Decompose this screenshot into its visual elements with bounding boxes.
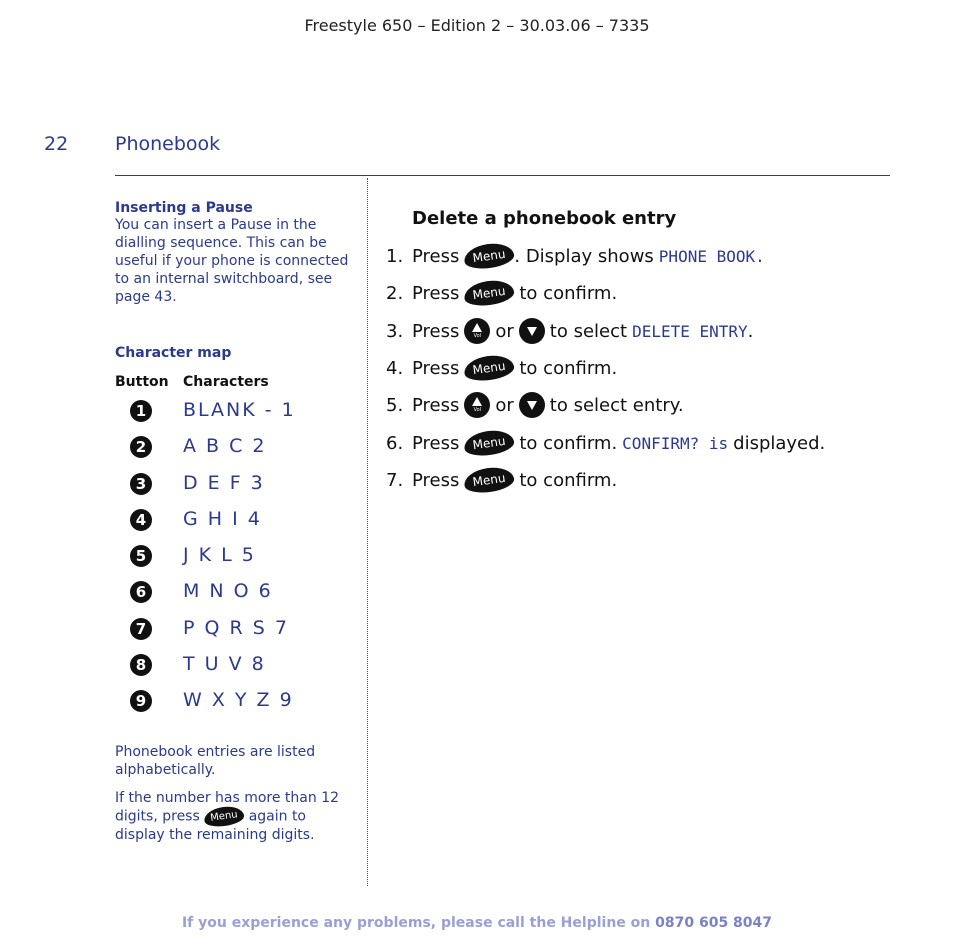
step-end: displayed. — [733, 432, 826, 454]
inserting-pause-body: You can insert a Pause in the dialling sequence. This can be useful if your phone is connected to an internal switchboard, see page 43. — [115, 217, 349, 305]
display-text: DELETE ENTRY — [632, 321, 748, 341]
step-number: 6. — [386, 432, 404, 454]
press-label: Press — [412, 320, 460, 342]
key-2-icon: 2 — [130, 436, 152, 458]
step-text: to confirm. — [519, 469, 618, 491]
step-number: 4. — [386, 357, 404, 379]
menu-key-icon: Menu — [463, 241, 516, 272]
or-label: or — [495, 394, 514, 416]
main-heading: Delete a phonebook entry — [412, 208, 677, 229]
header-rule — [115, 175, 890, 176]
key-1-icon: 1 — [130, 400, 152, 422]
step-7 — [386, 465, 617, 495]
key-5-characters: J K L 5 — [183, 544, 256, 566]
section-title: Phonebook — [115, 133, 221, 155]
press-label: Press — [412, 394, 460, 416]
step-end: . — [747, 320, 754, 342]
press-label: Press — [412, 357, 460, 379]
key-8-characters: T U V 8 — [183, 653, 266, 675]
menu-key-icon: Menu — [463, 465, 516, 496]
step-1 — [386, 241, 765, 271]
step-number: 5. — [386, 394, 404, 416]
up-vol-key-icon — [464, 318, 490, 344]
key-4-characters: G H I 4 — [183, 508, 262, 530]
document-info: Freestyle 650 – Edition 2 – 30.03.06 – 7335 — [304, 16, 650, 35]
key-8-icon: 8 — [130, 654, 152, 676]
step-number: 3. — [386, 320, 404, 342]
key-5-icon: 5 — [130, 545, 152, 567]
alphabetical-note: Phonebook entries are listed alphabetically. — [115, 744, 316, 778]
key-7-icon: 7 — [130, 618, 152, 640]
step-number: 2. — [386, 282, 404, 304]
key-4-icon: 4 — [130, 509, 152, 531]
down-key-icon — [519, 318, 545, 344]
inserting-pause-heading: Inserting a Pause — [115, 200, 253, 216]
press-label: Press — [412, 282, 460, 304]
key-2-characters: A B C 2 — [183, 435, 267, 457]
step-text: to select entry. — [549, 394, 684, 416]
press-label: Press — [412, 245, 460, 267]
helpline-number: 0870 605 8047 — [655, 915, 773, 931]
column-header-button: Button — [115, 374, 169, 390]
step-3 — [386, 316, 753, 346]
vol-label: Vol — [473, 407, 482, 413]
menu-key-icon: Menu — [463, 353, 516, 384]
menu-key-icon: Menu — [463, 428, 516, 459]
display-text: PHONE BOOK. — [658, 246, 765, 266]
step-text: . Display shows — [514, 245, 654, 267]
menu-key-icon: Menu — [463, 278, 516, 309]
step-2 — [386, 278, 617, 308]
step-number: 7. — [386, 469, 404, 491]
down-key-icon — [519, 392, 545, 418]
step-text: to confirm. — [519, 432, 618, 454]
press-label: Press — [412, 432, 460, 454]
more-digits-note-after: again to display the remaining digits. — [115, 808, 315, 843]
display-text: CONFIRM? is — [622, 433, 729, 453]
key-9-characters: W X Y Z 9 — [183, 689, 294, 711]
key-6-characters: M N O 6 — [183, 580, 273, 602]
or-label: or — [495, 320, 514, 342]
menu-key-icon: Menu — [203, 804, 245, 828]
key-1-characters: BLANK - 1 — [183, 399, 296, 421]
key-7-characters: P Q R S 7 — [183, 617, 289, 639]
step-text: to select — [549, 320, 628, 342]
key-3-characters: D E F 3 — [183, 472, 265, 494]
helpline-footer — [0, 915, 954, 931]
character-map-headers — [115, 374, 269, 390]
step-6 — [386, 428, 825, 458]
inserting-pause-note — [115, 200, 355, 306]
helpline-text: If you experience any problems, please call the Helpline on — [181, 915, 651, 931]
step-number: 1. — [386, 245, 404, 267]
step-5 — [386, 390, 684, 420]
page-number: 22 — [44, 133, 69, 155]
character-map-heading: Character map — [115, 345, 232, 361]
step-text: to confirm. — [519, 357, 618, 379]
key-9-icon: 9 — [130, 690, 152, 712]
column-header-characters: Characters — [183, 374, 269, 390]
more-digits-note — [115, 789, 360, 844]
step-4 — [386, 353, 617, 383]
up-vol-key-icon — [464, 392, 490, 418]
key-6-icon: 6 — [130, 581, 152, 603]
key-3-icon: 3 — [130, 473, 152, 495]
vol-label: Vol — [473, 333, 482, 339]
press-label: Press — [412, 469, 460, 491]
more-digits-note-before: If the number has more than 12 digits, press — [115, 790, 340, 825]
column-divider — [367, 178, 368, 886]
step-text: to confirm. — [519, 282, 618, 304]
